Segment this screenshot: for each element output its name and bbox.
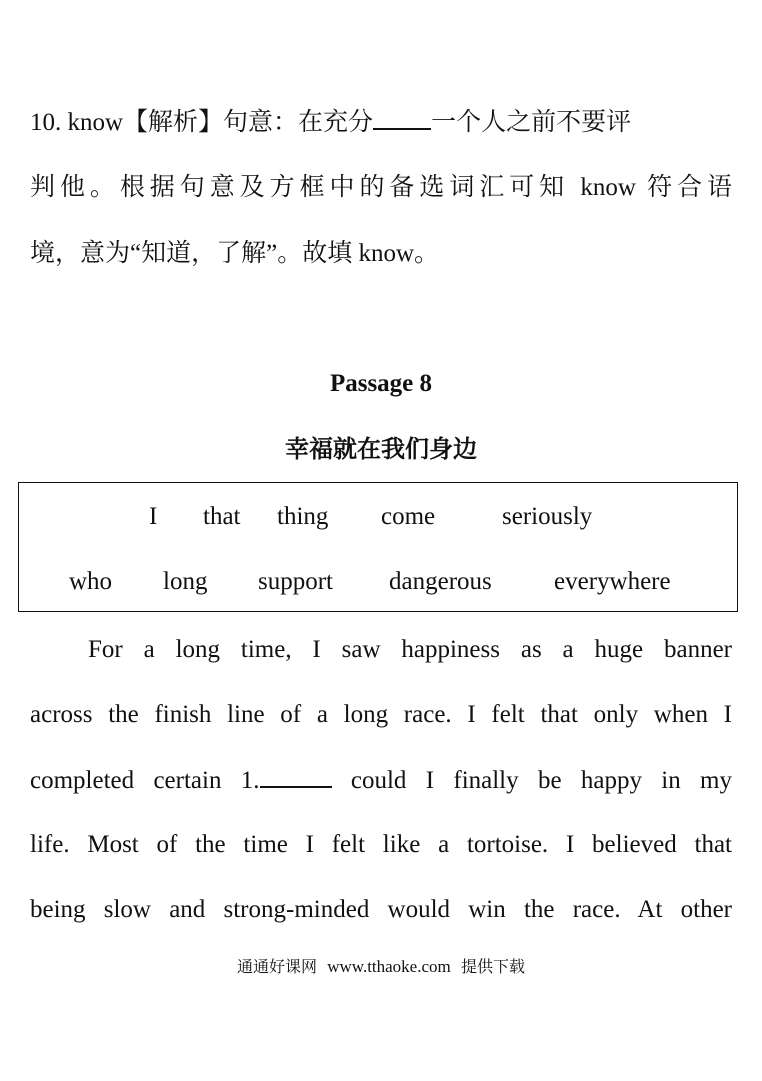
word-option: who (69, 568, 113, 595)
footer-site: 通通好课网 (237, 957, 318, 976)
body-text-3a: completed certain 1. (30, 767, 260, 794)
analysis-text-1a: 10. know【解析】句意：在充分 (30, 109, 374, 136)
word-box (18, 482, 738, 612)
footer-url: www.tthaoke.com (327, 957, 451, 976)
body-line-4: life. Most of the time I felt like a tortoise. I believed that (30, 831, 732, 858)
answer-blank-1 (260, 764, 332, 788)
body-text-3b: could I finally be happy in my (350, 767, 732, 794)
word-option: long (163, 568, 208, 595)
word-option: dangerous (389, 568, 492, 595)
body-line-2: across the finish line of a long race. I felt that only when I (30, 701, 732, 728)
word-option: everywhere (554, 568, 671, 595)
passage-title: Passage 8 (329, 370, 433, 397)
word-option: come (381, 503, 436, 530)
analysis-line-3: 境，意为“知道，了解”。故填 know。 (30, 240, 439, 267)
word-option: thing (277, 503, 329, 530)
word-option: I (149, 503, 158, 530)
passage-subtitle: 幸福就在我们身边 (285, 435, 477, 463)
analysis-line-1 (30, 106, 732, 139)
word-option: support (258, 568, 333, 595)
footer-note: 提供下载 (460, 957, 525, 976)
answer-blank (373, 106, 431, 130)
page-footer (0, 956, 762, 978)
analysis-text-1b: 一个人之前不要评 (431, 109, 632, 136)
word-option: that (203, 503, 241, 530)
body-line-3 (30, 764, 732, 797)
word-option: seriously (502, 503, 593, 530)
body-line-1: For a long time, I saw happiness as a huge banner (88, 636, 732, 663)
analysis-line-2: 判他。根据句意及方框中的备选词汇可知 know 符合语 (30, 174, 732, 201)
body-line-5: being slow and strong-minded would win the race. At other (30, 896, 732, 923)
